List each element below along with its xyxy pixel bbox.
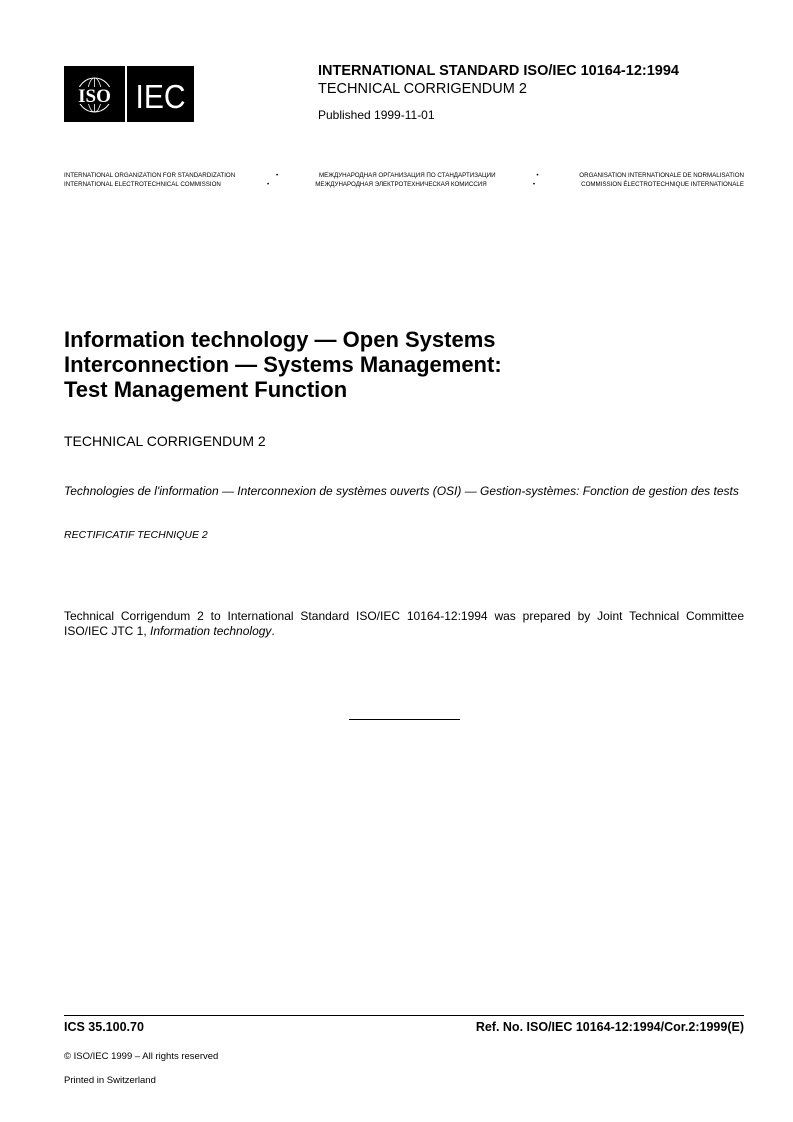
org-line-1 xyxy=(64,172,744,179)
org-iso-fr: ORGANISATION INTERNATIONALE DE NORMALISATION xyxy=(579,172,744,179)
title-line-2: Interconnection — Systems Management: xyxy=(64,352,502,377)
body-paragraph xyxy=(64,609,744,639)
published-date: Published 1999-11-01 xyxy=(318,108,435,122)
iso-globe-icon xyxy=(64,66,125,122)
corrigendum-subtitle: TECHNICAL CORRIGENDUM 2 xyxy=(64,433,266,449)
body-text-start: Technical Corrigendum 2 to International Standard ISO/IEC 10164-12:1994 was prepared by Joint Technical Committee ISO/IEC JTC 1, xyxy=(64,609,744,638)
ics-code: ICS 35.100.70 xyxy=(64,1020,144,1034)
org-iec-fr: COMMISSION ÉLECTROTECHNIQUE INTERNATIONALE xyxy=(581,181,744,188)
svg-text:IEC: IEC xyxy=(135,78,186,115)
french-rectificatif: RECTIFICATIF TECHNIQUE 2 xyxy=(64,529,208,541)
document-title xyxy=(64,327,664,402)
body-text-end: . xyxy=(271,624,275,638)
separator-bullet: • xyxy=(536,172,539,179)
svg-text:ISO: ISO xyxy=(78,86,111,107)
french-title: Technologies de l'information — Interconnexion de systèmes ouverts (OSI) — Gestion-systèmes: Fonction de gestion des tests xyxy=(64,484,739,498)
iec-logo-mark xyxy=(127,66,194,122)
iso-logo xyxy=(64,66,125,122)
body-committee-name: Information technology xyxy=(150,624,272,638)
org-iso-en: INTERNATIONAL ORGANIZATION FOR STANDARDIZATION xyxy=(64,172,236,179)
title-line-1: Information technology — Open Systems xyxy=(64,327,496,352)
separator-bullet: • xyxy=(276,172,279,179)
org-iec-ru: МЕЖДУНАРОДНАЯ ЭЛЕКТРОТЕХНИЧЕСКАЯ КОМИССИЯ xyxy=(315,181,487,188)
reference-number: Ref. No. ISO/IEC 10164-12:1994/Cor.2:1999(E) xyxy=(475,1020,744,1034)
separator-bullet: • xyxy=(267,181,270,188)
center-divider xyxy=(349,719,460,720)
separator-bullet: • xyxy=(532,181,535,188)
copyright-notice: © ISO/IEC 1999 – All rights reserved xyxy=(64,1051,219,1062)
title-line-3: Test Management Function xyxy=(64,377,348,402)
printed-in: Printed in Switzerland xyxy=(64,1075,156,1086)
standard-title: INTERNATIONAL STANDARD ISO/IEC 10164-12:1994 xyxy=(318,63,679,79)
iec-logo xyxy=(127,66,194,122)
footer-divider xyxy=(64,1015,744,1016)
org-iso-ru: МЕЖДУНАРОДНАЯ ОРГАНИЗАЦИЯ ПО СТАНДАРТИЗАЦИИ xyxy=(318,172,496,179)
org-line-2 xyxy=(64,181,744,188)
org-iec-en: INTERNATIONAL ELECTROTECHNICAL COMMISSION xyxy=(64,181,221,188)
corrigendum-title: TECHNICAL CORRIGENDUM 2 xyxy=(318,81,527,97)
